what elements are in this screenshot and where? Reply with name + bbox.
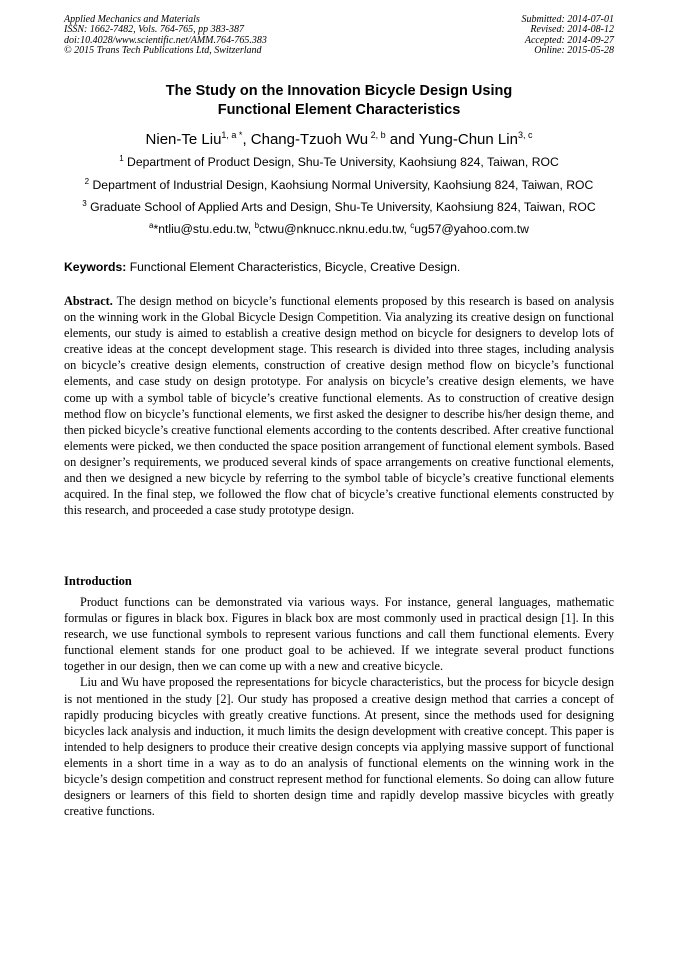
- date-revised: Revised: 2014-08-12: [530, 24, 614, 36]
- intro-paragraph-1: Product functions can be demonstrated via various ways. For instance, general languages, mathematic formulas or figures in black box. Figures in black box are most commonly used in practical design [1]. In this research, we use functional symbols to represent various functions and call them functional elements. Every functional element stands for one product goal to be achieved. If we integrate several product functions together in our design, then we can come up with a new and creative bicycle.: [64, 595, 614, 674]
- date-submitted: Submitted: 2014-07-01: [521, 14, 614, 25]
- title-line-2: Functional Element Characteristics: [217, 102, 461, 118]
- affiliation-1: [64, 154, 614, 170]
- date-online: Online: 2015-05-28: [534, 45, 614, 57]
- author-2-sup: 2, b: [368, 130, 386, 140]
- email-link-3[interactable]: ug57@yahoo.com.tw: [414, 222, 529, 236]
- keywords-text: Functional Element Characteristics, Bicycle, Creative Design.: [126, 260, 461, 274]
- abstract-text: The design method on bicycle’s functional elements proposed by this research is based on analysis on the winning work in the Global Bicycle Design Competition. Via analyzing its creative design on functional elements, our study is aimed to establish a creative design method on bicycle for designers to develop lots of creative ideas at the concept development stage. This research is divided into three stages, including analysis on bicycle’s creative design elements, construction of creative design method flow on bicycle’s functional elements, and case study on design prototype. For analysis on bicycle’s creative design elements, we have come up with a symbol table of bicycle’s creative functional elements. As to construction of creative design method flow on bicycle’s functional elements, we first asked the designer to describe his/her design theme, and then picked bicycle’s creative functional elements according to the contents described. After creative functional elements were picked, we then conducted the space position arrangement of functional element symbols. Based on designer’s requirements, we produced several kinds of space arrangements on creative functional elements, and then we designed a new bicycle by referring to the symbol table of bicycle’s creative functional elements acquired. In the final step, we followed the flow chat of bicycle’s creative functional elements constructed by this research, and proceeded a case study prototype design.: [64, 294, 614, 518]
- paper-title: [64, 82, 614, 120]
- author-1-sup: 1, a *: [221, 130, 243, 140]
- email-sup-a: a: [149, 221, 154, 230]
- abstract: [64, 293, 614, 518]
- email-link-2[interactable]: ctwu@nknucc.nknu.edu.tw,: [259, 222, 411, 236]
- affiliation-text: Department of Industrial Design, Kaohsiung Normal University, Kaohsiung 824, Taiwan, ROC: [89, 178, 594, 192]
- affiliation-number: 2: [84, 177, 90, 186]
- affiliation-text: Department of Product Design, Shu-Te University, Kaohsiung 824, Taiwan, ROC: [123, 155, 559, 169]
- email-sup-c: c: [410, 221, 415, 230]
- journal-copyright: © 2015 Trans Tech Publications Ltd, Switzerland: [64, 45, 262, 57]
- affiliation-text: Graduate School of Applied Arts and Design, Shu-Te University, Kaohsiung 824, Taiwan, ROC: [86, 200, 596, 214]
- author-3-name: Yung-Chun Lin: [418, 131, 518, 148]
- journal-issn: ISSN: 1662-7482, Vols. 764-765, pp 383-387: [64, 24, 244, 36]
- affiliation-2: [64, 177, 614, 193]
- journal-doi: doi:10.4028/www.scientific.net/AMM.764-765.383: [64, 34, 267, 46]
- abstract-label: Abstract.: [64, 294, 113, 308]
- title-line-1: The Study on the Innovation Bicycle Design Using: [165, 83, 513, 99]
- keywords: [64, 259, 460, 275]
- author-1-name: Nien-Te Liu: [145, 131, 222, 148]
- author-separator: and: [385, 131, 419, 148]
- publication-dates: [522, 15, 615, 57]
- keywords-label: Keywords:: [64, 260, 127, 274]
- author-list: [64, 130, 614, 150]
- affiliation-number: 3: [82, 199, 87, 208]
- affiliation-number: 1: [119, 154, 124, 163]
- introduction-body: [64, 594, 614, 819]
- email-link-1[interactable]: *ntliu@stu.edu.tw,: [153, 222, 255, 236]
- intro-paragraph-2: Liu and Wu have proposed the representations for bicycle characteristics, but the process for bicycle design is not mentioned in the study [2]. Our study has proposed a creative design method that carries a concept of rapidly producing bicycles with greatly creative functions. At present, since the methods used for designing bicycles lack analysis and induction, it much limits the design development with creative concept. This paper is intended to help designers to produce their creative design concepts via applying massive support of functional elements in a short time in a way as to do an analysis of functional elements on the winning work in the bicycle’s design competition and construct represent method for functional elements. So doing can allow future designers or learners of this field to shorten design time and rapidly develop massive bicycles with greatly creative functions.: [64, 675, 614, 819]
- author-2-name: Chang-Tzuoh Wu: [250, 131, 369, 148]
- author-3-sup: 3, c: [517, 130, 533, 140]
- journal-info: [64, 15, 267, 57]
- affiliation-3: [64, 199, 614, 215]
- email-sup-b: b: [254, 221, 260, 230]
- date-accepted: Accepted: 2014-09-27: [524, 34, 614, 46]
- author-emails: [64, 221, 614, 237]
- author-separator: ,: [242, 131, 251, 148]
- section-heading-introduction: Introduction: [64, 574, 132, 588]
- journal-name: Applied Mechanics and Materials: [64, 14, 200, 25]
